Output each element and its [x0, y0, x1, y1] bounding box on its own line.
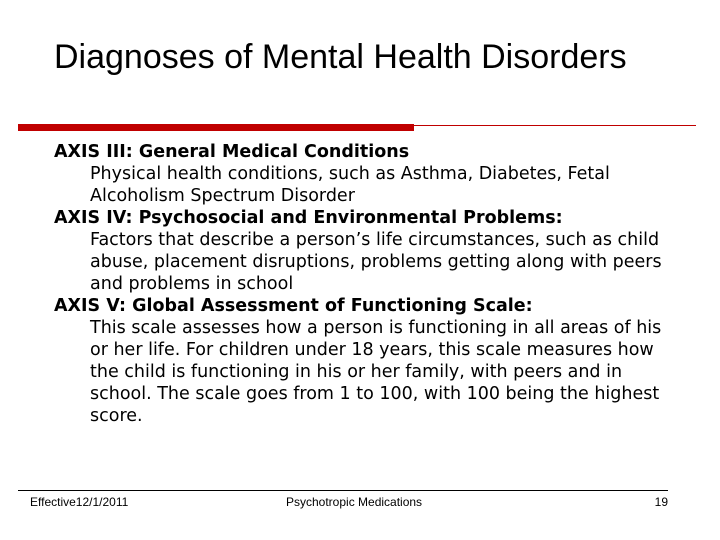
axis-iii-heading: AXIS III: General Medical Conditions [54, 142, 410, 162]
title-accent-bar [18, 124, 414, 131]
slide-body [54, 141, 684, 427]
slide-title: Diagnoses of Mental Health Disorders [54, 38, 627, 76]
footer-title: Psychotropic Medications [286, 495, 423, 509]
axis-v-description: This scale assesses how a person is functioning in all areas of his or her life. For children under 18 years, this scale measures how the child is functioning in his or her family, with peers and in school. The scale goes from 1 to 100, with 100 being the highest score. [90, 318, 662, 426]
footer-effective-date: Effective12/1/2011 [30, 495, 129, 509]
axis-iii-description: Physical health conditions, such as Asthma, Diabetes, Fetal Alcoholism Spectrum Disorder [90, 164, 610, 206]
page-number: 19 [654, 495, 668, 509]
axis-iv-heading: AXIS IV: Psychosocial and Environmental Problems: [54, 208, 563, 228]
axis-v-heading: AXIS V: Global Assessment of Functioning Scale: [54, 296, 533, 316]
axis-iv-description: Factors that describe a person’s life circumstances, such as child abuse, placement disruptions, problems getting along with peers and problems in school [90, 230, 662, 294]
footer-divider [18, 490, 668, 491]
